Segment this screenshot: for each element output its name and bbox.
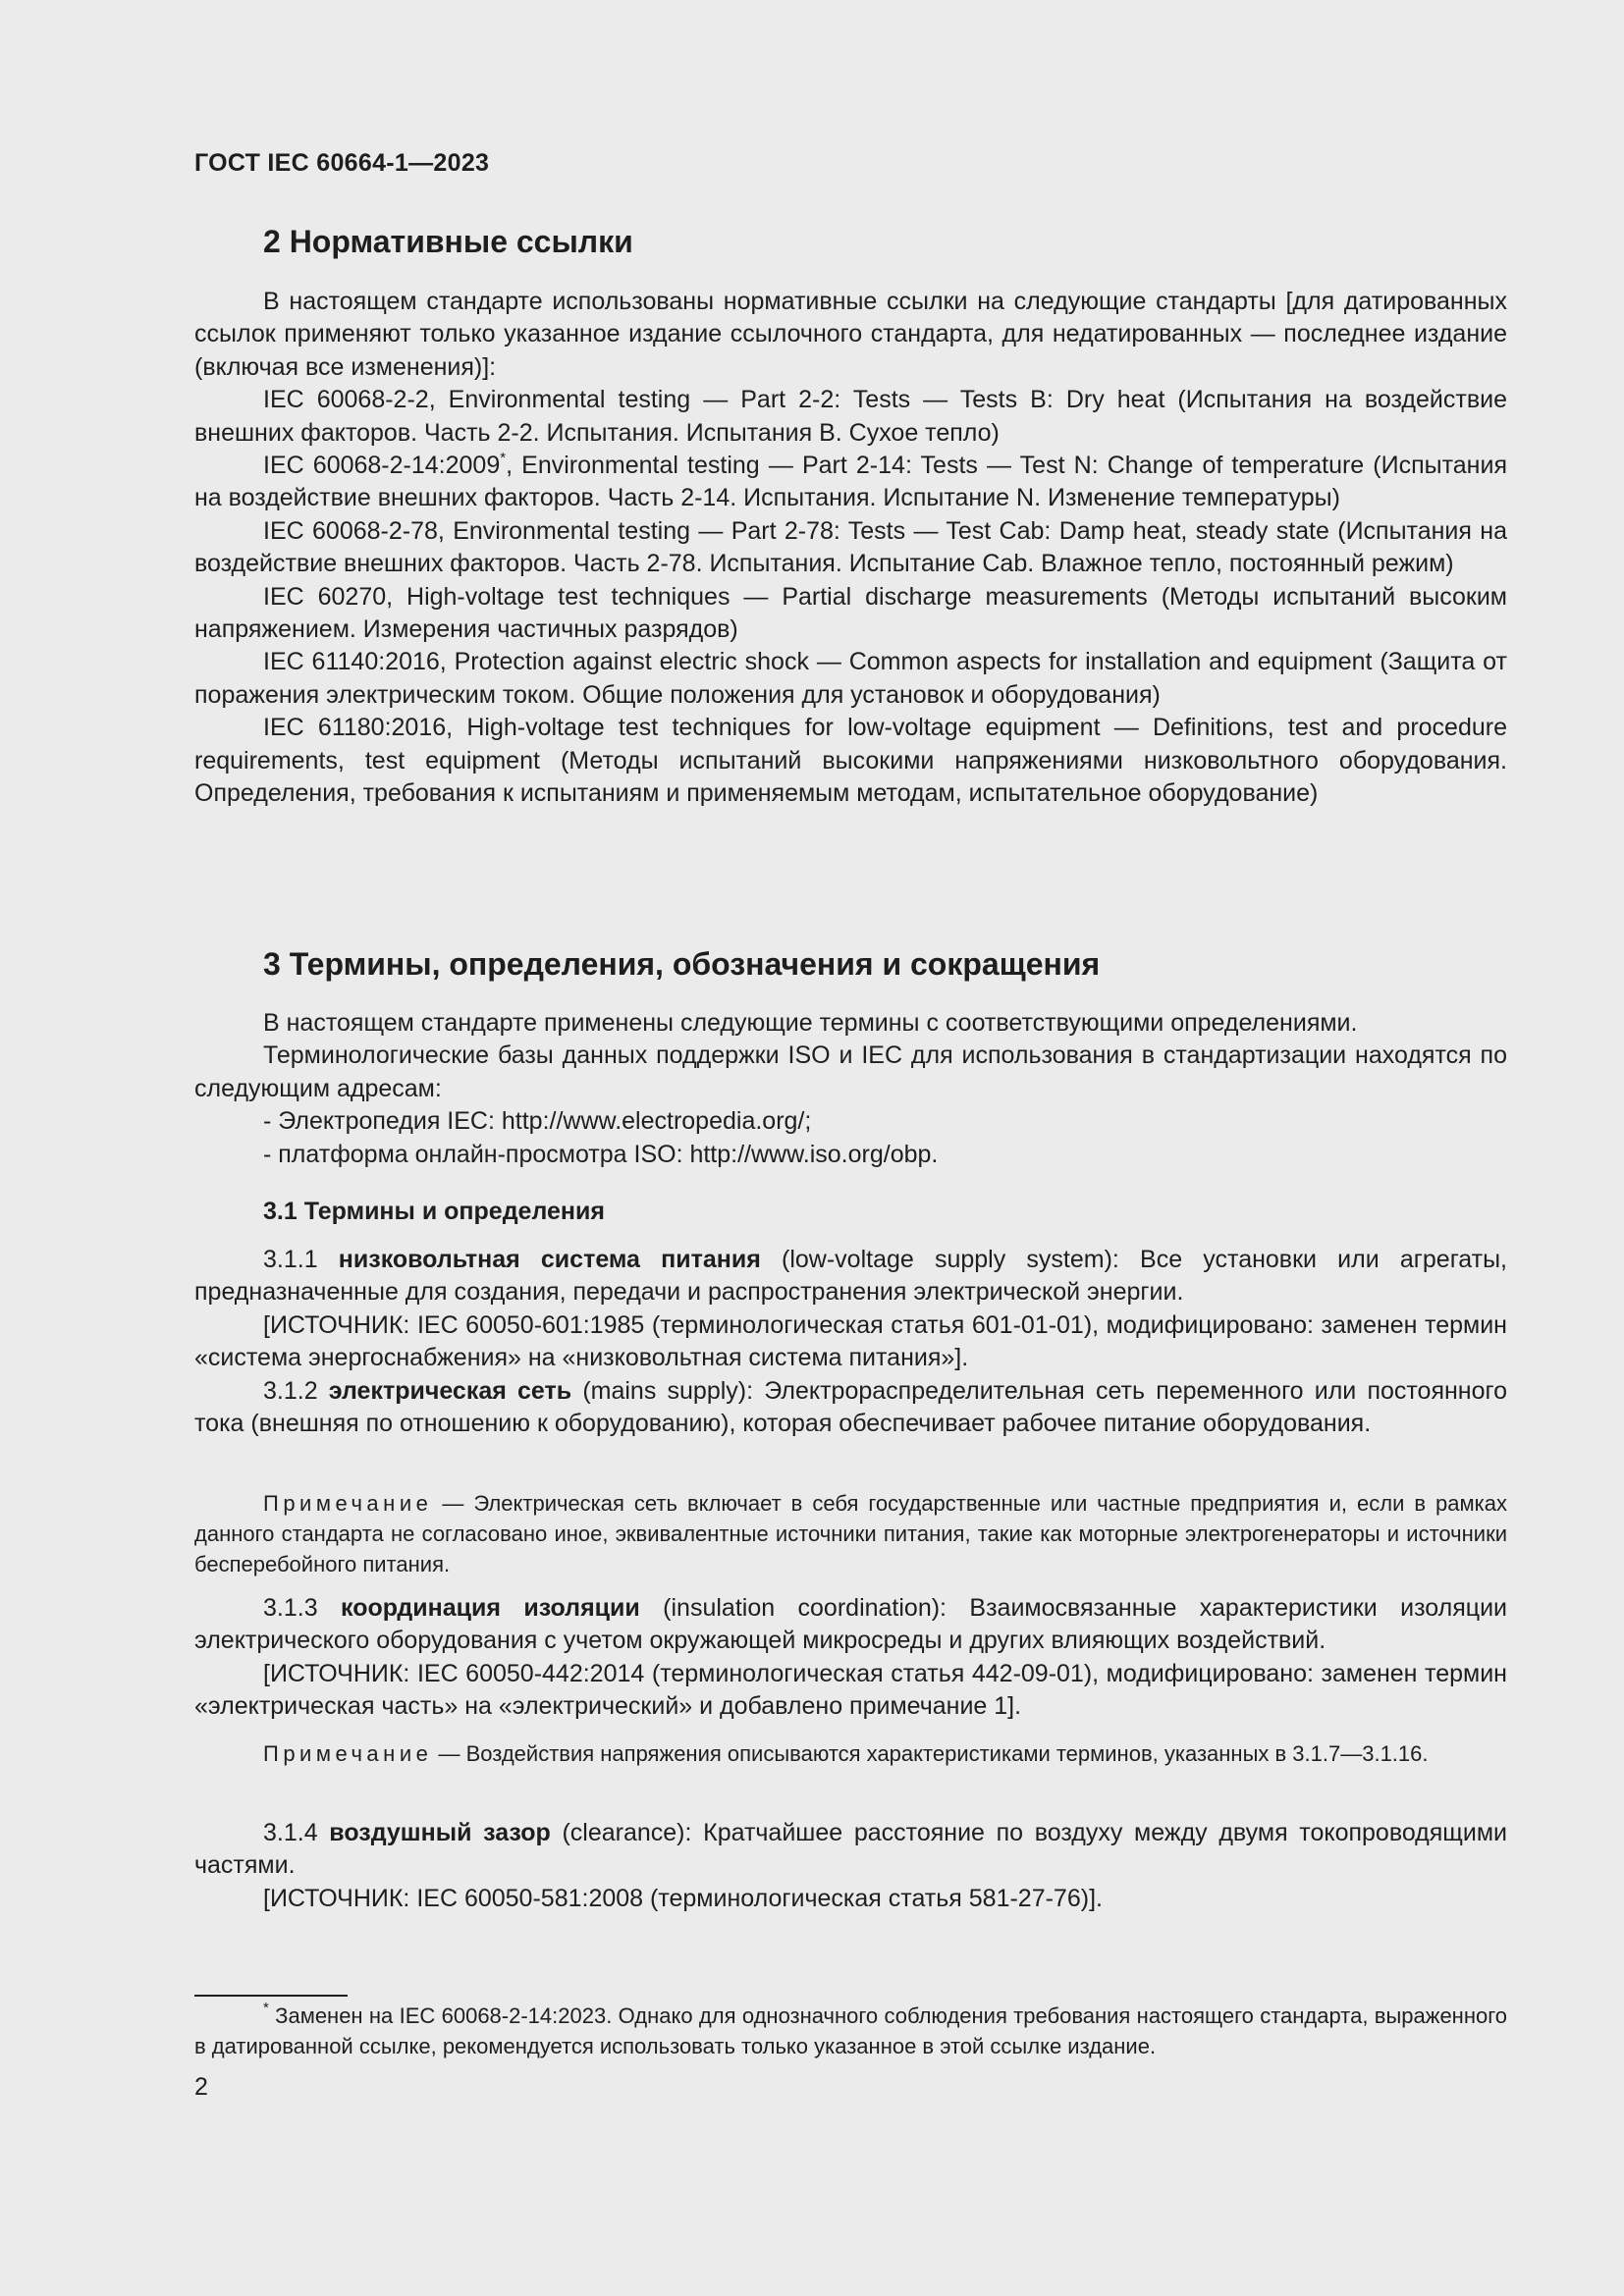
list-item-iso-obp: - платформа онлайн-просмотра ISO: http://www.iso.org/obp. [263, 1140, 939, 1168]
footnote-separator [194, 1995, 348, 1997]
term-definition: (clearance): Кратчайшее расстояние по воздуху между двумя токопроводящими частями. [194, 1819, 1507, 1880]
list-item-electropedia: - Электропедия IEC: http://www.electropedia.org/; [263, 1107, 812, 1136]
term-3-1-4 [194, 1817, 1507, 1883]
reference-iec-61140: IEC 61140:2016, Protection against electric shock — Common aspects for installation and equipment (Защита от поражения электрическим током. Общие положения для установок и оборудования) [194, 648, 1507, 709]
reference-title: , Environmental testing — Part 2-14: Tests — Test N: Change of temperature (Испытания на воздействие внешних факторов. Часть 2-14. Испытания. Испытание N. Изменение температуры) [194, 452, 1507, 512]
term-name: низковольтная система питания [338, 1246, 761, 1273]
note-label: Примечание [263, 1491, 433, 1516]
term-definition: (insulation coordination): Взаимосвязанные характеристики изоляции электрического оборудования с учетом окружающей микросреды и других влияющих воздействий. [194, 1594, 1507, 1655]
reference-iec-60068-2-14 [194, 450, 1507, 515]
section-3-para-2: Терминологические базы данных поддержки ISO и IEC для использования в стандартизации находятся по следующим адресам: [194, 1041, 1507, 1102]
term-3-1-3 [194, 1592, 1507, 1658]
section-2-body [194, 286, 1507, 811]
section-3-intro [194, 1007, 1507, 1171]
reference-code: IEC 60068-2-14:2009 [263, 452, 501, 480]
note-text: — Электрическая сеть включает в себя государственные или частные предприятия и, если в рамках данного стандарта не согласовано иное, эквивалентные источники питания, такие как моторные электрогенераторы и источники бесперебойного питания. [194, 1491, 1507, 1576]
note-text: — Воздействия напряжения описываются характеристиками терминов, указанных в 3.1.7—3.1.16. [432, 1741, 1429, 1766]
reference-iec-60270: IEC 60270, High-voltage test techniques — Partial discharge measurements (Методы испытаний высоким напряжением. Измерения частичных разрядов) [194, 582, 1507, 644]
document-header: ГОСТ IEC 60664-1—2023 [194, 149, 490, 177]
term-3-1-1 [194, 1244, 1507, 1309]
reference-iec-60068-2-2: IEC 60068-2-2, Environmental testing — Part 2-2: Tests — Tests B: Dry heat (Испытания на воздействие внешних факторов. Часть 2-2. Испытания. Испытания В. Сухое тепло) [194, 386, 1507, 447]
footnote-mark: * [263, 2000, 269, 2016]
note-2 [194, 1738, 1507, 1769]
reference-iec-61180: IEC 61180:2016, High-voltage test techniques for low-voltage equipment — Definitions, test and procedure requirements, test equipment (Методы испытаний высокими напряжениями низковольтного оборудования. Определения, требования к испытаниям и применяемым методам, испытательное оборудование) [194, 714, 1507, 808]
term-3-1-4-source: [ИСТОЧНИК: IEC 60050-581:2008 (терминологическая статья 581-27-76)]. [263, 1884, 1103, 1912]
section-3-para-1: В настоящем стандарте применены следующие термины с соответствующими определениями. [263, 1009, 1358, 1037]
section-2-title: 2 Нормативные ссылки [263, 224, 633, 259]
note-1 [194, 1488, 1507, 1579]
term-name: электрическая сеть [328, 1376, 572, 1405]
section-3-title: 3 Термины, определения, обозначения и сокращения [263, 946, 1101, 982]
note-label: Примечание [263, 1741, 433, 1766]
subsection-3-1-title: 3.1 Термины и определения [263, 1198, 605, 1225]
term-3-1-3-source: [ИСТОЧНИК: IEC 60050-442:2014 (терминологическая статья 442-09-01), модифицировано: заменен термин «электрическая часть» на «электрический» и добавлено примечание 1]. [194, 1659, 1507, 1721]
term-3-1-2 [194, 1375, 1507, 1441]
footnote-marker: * [500, 450, 507, 467]
term-name: координация изоляции [341, 1594, 640, 1622]
term-number: 3.1.2 [263, 1376, 329, 1405]
term-name: воздушный зазор [329, 1819, 551, 1846]
page-number: 2 [194, 2073, 208, 2101]
term-definition: (mains supply): Электрораспределительная сеть переменного или постоянного тока (внешняя по отношению к оборудованию), которая обеспечивает рабочее питание оборудования. [194, 1376, 1507, 1438]
reference-iec-60068-2-78: IEC 60068-2-78, Environmental testing — Part 2-78: Tests — Test Cab: Damp heat, steady state (Испытания на воздействие внешних факторов. Часть 2-78. Испытания. Испытание Cab. Влажное тепло, постоянный режим) [194, 516, 1507, 578]
footnote-text: Заменен на IEC 60068-2-14:2023. Однако для однозначного соблюдения требования настоящего стандарта, выраженного в датированной ссылке, рекомендуется использовать только указанное в этой ссылке издание. [194, 2003, 1507, 2058]
term-3-1-1-source: [ИСТОЧНИК: IEC 60050-601:1985 (терминологическая статья 601-01-01), модифицировано: заменен термин «система энергоснабжения» на «низковольтная система питания»]. [194, 1310, 1507, 1372]
terms-block-3 [194, 1817, 1507, 1915]
term-number: 3.1.4 [263, 1819, 330, 1846]
footnote [194, 2001, 1507, 2061]
terms-block-1 [194, 1244, 1507, 1440]
terms-block-2 [194, 1592, 1507, 1724]
section-2-intro: В настоящем стандарте использованы нормативные ссылки на следующие стандарты [для датированных ссылок применяют только указанное издание ссылочного стандарта, для недатированных — последнее издание (включая все изменения)]: [194, 288, 1507, 381]
term-number: 3.1.1 [263, 1246, 339, 1273]
term-number: 3.1.3 [263, 1594, 342, 1622]
term-definition: (low-voltage supply system): Все установки или агрегаты, предназначенные для создания, передачи и распространения электрической энергии. [194, 1246, 1507, 1307]
